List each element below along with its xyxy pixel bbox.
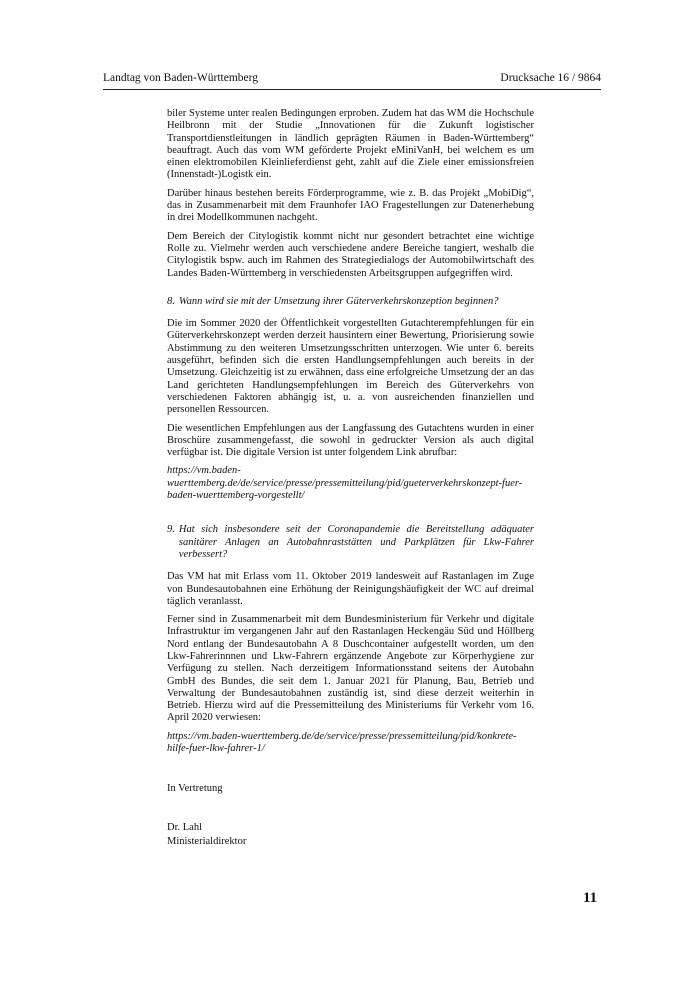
link-url[interactable]: https://vm.baden-wuerttemberg.de/de/service/presse/pressemitteilung/pid/gueterverkehrskonzept-fuer-baden-wuerttemberg-vorgestellt/ <box>167 465 523 502</box>
page-header <box>103 71 601 85</box>
page-number: 11 <box>583 890 598 906</box>
header-right: Drucksache 16 / 9864 <box>500 72 601 84</box>
question-text: Wann wird sie mit der Umsetzung ihrer Güterverkehrskonzeption beginnen? <box>178 295 499 307</box>
paragraph: biler Systeme unter realen Bedingungen erproben. Zudem hat das WM die Hochschule Heilbronn mit der Studie „Innovationen für die Zukunft logistischer Transportdienstleitungen in ländlich geprägten Räumen in Baden-Württemberg“ beauftragt. Auch das vom WM geförderte Projekt eMiniVanH, bei welchem es um einen elektromobilen Kleinlieferdienst geht, zahlt auf die Ziele einer emissionsfreien (Innenstadt-)Logistk ein. <box>167 108 534 181</box>
paragraph: Darüber hinaus bestehen bereits Förderprogramme, wie z. B. das Projekt „MobiDig“, das in Zusammenarbeit mit dem Fraunhofer IAO Fragestellungen zur Datenerhebung in drei Modellkommunen nachgeht. <box>167 187 534 224</box>
link-url[interactable]: https://vm.baden-wuerttemberg.de/de/service/presse/pressemitteilung/pid/konkrete-hilfe-fuer-lkw-fahrer-1/ <box>167 730 517 755</box>
signature-name: Dr. Lahl <box>167 821 202 833</box>
header-left: Landtag von Baden-Württemberg <box>103 72 258 84</box>
paragraph: Dem Bereich der Citylogistik kommt nicht nur gesondert betrachtet eine wichtige Rolle zu. Vielmehr werden auch verschiedene andere Bereiche tangiert, weshalb die Citylogistik bspw. auch im Rahmen des Strategiedialogs der Automobilwirtschaft des Landes Baden-Württemberg in verschiedensten Arbeitsgruppen aufgegriffen wird. <box>167 230 534 279</box>
paragraph: Die wesentlichen Empfehlungen aus der Langfassung des Gutachtens wurden in einer Broschüre zusammengefasst, die sowohl in gedruckter Version als auch digital verfügbar ist. Die digitale Version ist unter folgendem Link abrufbar: <box>167 422 534 459</box>
question-8 <box>167 296 534 308</box>
paragraph: Das VM hat mit Erlass vom 11. Oktober 2019 landesweit auf Rastanlagen im Zuge von Bundesautobahnen eine Erhöhung der Reinigungshäufigkeit der WC auf dreimal täglich veranlasst. <box>167 571 534 607</box>
question-number: 8. <box>167 295 175 307</box>
header-rule <box>103 89 601 90</box>
question-number: 9. <box>167 524 175 536</box>
signature-title: Ministerialdirektor <box>167 835 247 847</box>
paragraph: Die im Sommer 2020 der Öffentlichkeit vorgestellten Gutachterempfehlungen für ein Güterverkehrskonzept werden derzeit hausintern einer Bewertung, Priorisierung sowie Abstimmung zu den weiteren Umsetzungsschritten unterzogen. Wie unter 6. bereits ausgeführt, befinden sich die ersten Handlungsempfehlungen auch bereits in der Umsetzung. Gleichzeitig ist zu erwähnen, dass eine erfolgreiche Umsetzung der an das Land gerichteten Handlungsempfehlungen im Bereich des Güterverkehrs von verschiedenen Faktoren abhängig ist, u. a. von ausreichenden finanziellen und personellen Ressourcen. <box>167 318 534 416</box>
question-text: Hat sich insbesondere seit der Coronapandemie die Bereitstellung adäquater sanitärer Anlagen an Autobahnraststätten und Parkplätzen für Lkw-Fahrer verbessert? <box>178 524 534 560</box>
signature-line: In Vertretung <box>167 783 223 795</box>
document-body <box>167 108 534 854</box>
question-9 <box>167 524 534 561</box>
paragraph: Ferner sind in Zusammenarbeit mit dem Bundesministerium für Verkehr und digitale Infrastruktur im vergangenen Jahr auf den Rastanlagen Heckengäu Süd und Höllberg Nord entlang der Bundesautobahn A 8 Duschcontainer aufgestellt worden, um den Lkw-Fahrerinnnen und Lkw-Fahrern ergänzende Angebote zur Körperhygiene zur Verfügung zu stellen. Nach derzeitigem Informationsstand seitens der Autobahn GmbH des Bundes, die seit dem 1. Januar 2021 für Planung, Bau, Betrieb und Verwaltung der Bundesautobahnen zuständig ist, sind diese derzeit weiterhin in Betrieb. Hierzu wird auf die Pressemitteilung des Ministeriums für Verkehr vom 16. April 2020 verwiesen: <box>167 614 534 724</box>
